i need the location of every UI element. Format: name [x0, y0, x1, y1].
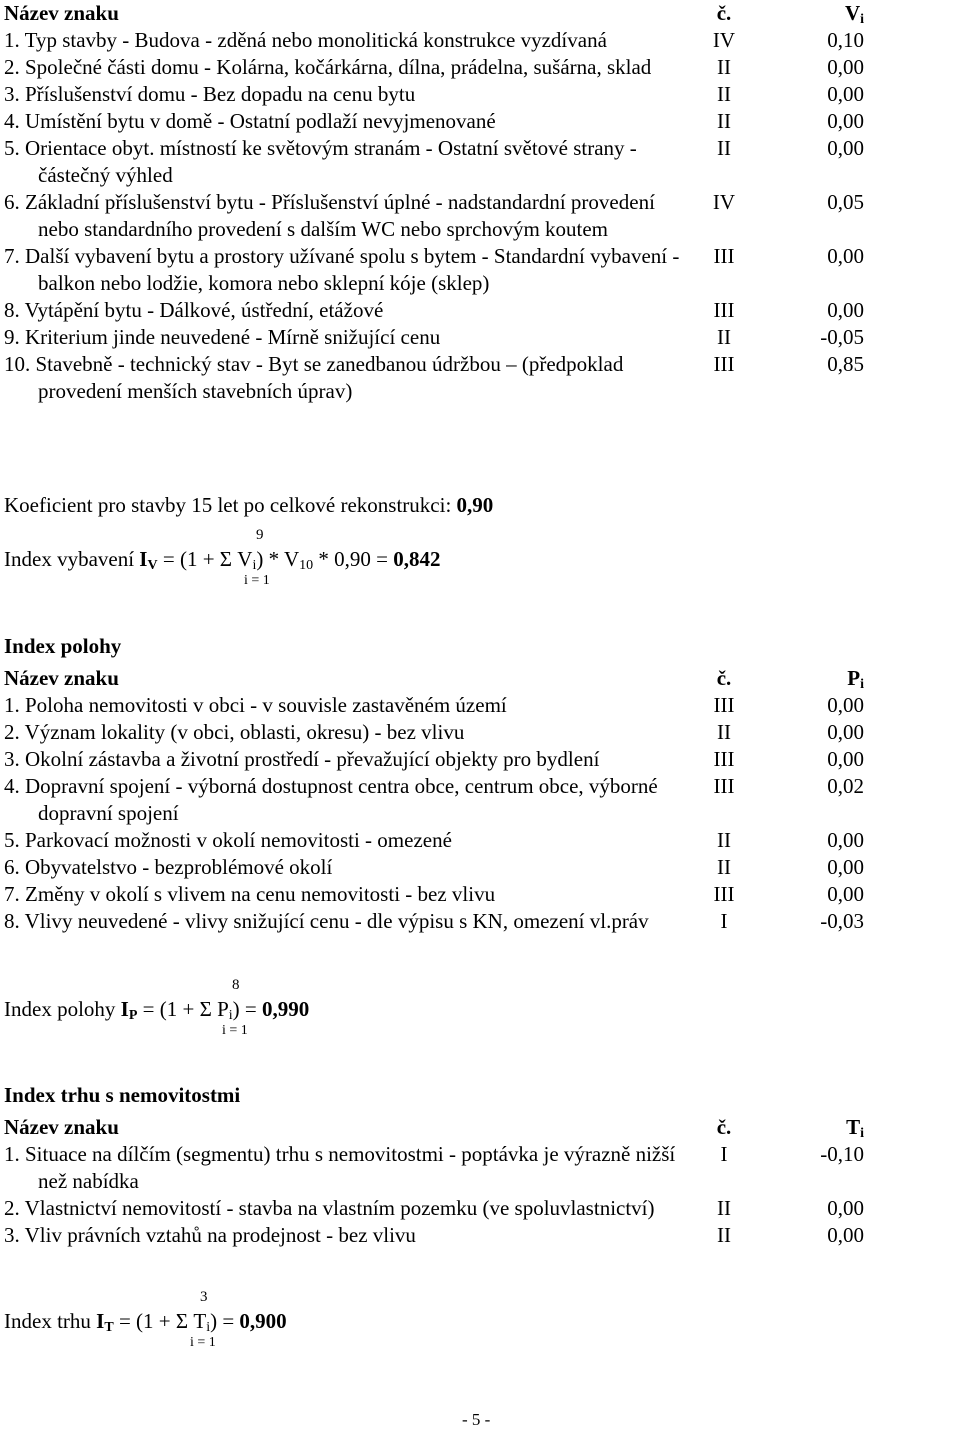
row-label: 8. Vlivy neuvedené - vlivy snižující cenu - dle výpisu s KN, omezení vl.práv: [4, 909, 649, 933]
row-value: -0,03: [820, 909, 864, 933]
row-class: II: [717, 1196, 731, 1220]
row-class: II: [717, 828, 731, 852]
row-value: 0,00: [827, 298, 864, 322]
polohy-table: [4, 665, 884, 935]
row-label: 3. Okolní zástavba a životní prostředí - převažující objekty pro bydlení: [4, 747, 600, 771]
row-value: 0,00: [827, 747, 864, 771]
section-title-polohy: Index polohy: [4, 634, 122, 658]
row-label: 8. Vytápění bytu - Dálkové, ústřední, etážové: [4, 298, 384, 322]
table-row: [4, 297, 884, 324]
table-row: [4, 189, 884, 243]
row-label: 1. Poloha nemovitosti v obci - v souvisle zastavěném území: [4, 693, 507, 717]
sigma-symbol: Σ: [199, 997, 212, 1021]
row-value: 0,00: [827, 855, 864, 879]
row-class: III: [713, 774, 735, 798]
row-class: I: [720, 909, 728, 933]
row-class: II: [717, 1223, 731, 1247]
header-name: Název znaku: [4, 1115, 119, 1139]
row-value: 0,00: [827, 55, 864, 79]
row-value: -0,05: [820, 325, 864, 349]
row-label: 7. Další vybavení bytu a prostory užívané spolu s bytem - Standardní vybavení - balkon nebo lodžie, komora nebo sklepní kóje (sklep): [4, 244, 680, 295]
row-label: 6. Základní příslušenství bytu - Příslušenství úplné - nadstandardní provedení nebo standardního provedení s dalším WC nebo sprchovým koutem: [4, 190, 655, 241]
table-row: [4, 854, 884, 881]
row-label: 10. Stavebně - technický stav - Byt se zanedbanou údržbou – (předpoklad provedení menších stavebních úprav): [4, 352, 624, 403]
table-row: [4, 135, 884, 189]
row-value: 0,85: [827, 352, 864, 376]
sigma-symbol: Σ: [175, 1309, 189, 1333]
row-class: III: [713, 244, 735, 268]
row-class: II: [717, 325, 731, 349]
header-name: Název znaku: [4, 1, 119, 25]
row-class: I: [720, 1142, 728, 1166]
row-label: 1. Typ stavby - Budova - zděná nebo monolitická konstrukce vyzdívaná: [4, 28, 607, 52]
table-row: [4, 108, 884, 135]
table-row: [4, 692, 884, 719]
table-row: [4, 773, 884, 827]
formula-vybaveni: 9 Index vybavení $I_V = (1 + \Sigma$ $V_i) * V_{10} * 0,90 = 0,842$ i = 1: [4, 527, 441, 588]
table-row: [4, 243, 884, 297]
header-num: č.: [716, 666, 732, 690]
coefficient-line: Koeficient pro stavby 15 let po celkové rekonstrukci: 0,90: [4, 493, 494, 517]
table-row: [4, 27, 884, 54]
table-row: [4, 1195, 884, 1222]
row-value: 0,00: [827, 82, 864, 106]
row-value: 0,02: [827, 774, 864, 798]
formula-polohy: 8 Index polohy $I_P = (1 + \Sigma$ $P_i) = 0,990$ i = 1: [4, 977, 310, 1038]
header-name: Název znaku: [4, 666, 119, 690]
row-label: 3. Příslušenství domu - Bez dopadu na cenu bytu: [4, 82, 416, 106]
row-class: IV: [712, 28, 736, 52]
row-class: II: [717, 55, 731, 79]
page-number: - 5 -: [462, 1410, 491, 1429]
row-value: 0,10: [827, 28, 864, 52]
row-label: 2. Společné části domu - Kolárna, kočárkárna, dílna, prádelna, sušárna, sklad: [4, 55, 652, 79]
table-row: [4, 351, 884, 405]
row-value: 0,00: [827, 244, 864, 268]
table-row: [4, 746, 884, 773]
row-value: -0,10: [820, 1142, 864, 1166]
table-row: [4, 324, 884, 351]
formula-result: 0,900: [239, 1309, 287, 1333]
row-value: 0,00: [827, 1196, 864, 1220]
table-row: [4, 827, 884, 854]
table-row: [4, 54, 884, 81]
row-value: 0,00: [827, 1223, 864, 1247]
table-row: [4, 1141, 884, 1195]
row-class: II: [717, 109, 731, 133]
row-value: 0,00: [827, 720, 864, 744]
row-value: 0,05: [827, 190, 864, 214]
row-class: II: [717, 136, 731, 160]
header-value: $V_i$: [844, 1, 864, 27]
row-label: 3. Vliv právních vztahů na prodejnost - bez vlivu: [4, 1223, 416, 1247]
row-label: 6. Obyvatelstvo - bezproblémové okolí: [4, 855, 333, 879]
header-num: č.: [716, 1115, 732, 1139]
table-header: [4, 665, 884, 692]
row-value: 0,00: [827, 828, 864, 852]
row-class: III: [713, 882, 735, 906]
row-value: 0,00: [827, 136, 864, 160]
table-row: [4, 719, 884, 746]
row-label: 4. Umístění bytu v domě - Ostatní podlaží nevyjmenované: [4, 109, 496, 133]
header-num: č.: [716, 1, 732, 25]
row-value: 0,00: [827, 693, 864, 717]
formula-trhu: 3 Index trhu $I_T = (1 + \Sigma$ $T_i) = 0,900$ i = 1: [4, 1289, 287, 1350]
row-class: III: [713, 747, 735, 771]
row-label: 9. Kriterium jinde neuvedené - Mírně snižující cenu: [4, 325, 441, 349]
header-value: $T_i$: [846, 1115, 864, 1141]
row-class: III: [713, 352, 735, 376]
row-label: 5. Orientace obyt. místností ke světovým stranám - Ostatní světové strany - částečný výhled: [4, 136, 637, 187]
row-label: 2. Vlastnictví nemovitostí - stavba na vlastním pozemku (ve spoluvlastnictví): [4, 1196, 655, 1220]
table-row: [4, 881, 884, 908]
row-label: 1. Situace na dílčím (segmentu) trhu s nemovitostmi - poptávka je výrazně nižší než nabídka: [4, 1142, 676, 1193]
row-value: 0,00: [827, 109, 864, 133]
table-row: [4, 81, 884, 108]
formula-result: 0,842: [393, 547, 441, 571]
section-title-trhu: Index trhu s nemovitostmi: [4, 1083, 241, 1107]
table-row: [4, 1222, 884, 1249]
table-header: [4, 1114, 884, 1141]
row-class: II: [717, 720, 731, 744]
row-label: 5. Parkovací možnosti v okolí nemovitosti - omezené: [4, 828, 452, 852]
formula-result: 0,990: [262, 997, 310, 1021]
table-header: [4, 0, 884, 27]
vybaveni-table: [4, 0, 884, 405]
row-class: III: [713, 298, 735, 322]
row-class: II: [717, 855, 731, 879]
row-label: 4. Dopravní spojení - výborná dostupnost centra obce, centrum obce, výborné dopravní spojení: [4, 774, 658, 825]
row-label: 7. Změny v okolí s vlivem na cenu nemovitosti - bez vlivu: [4, 882, 496, 906]
coefficient-value: 0,90: [456, 493, 494, 517]
row-class: II: [717, 82, 731, 106]
row-label: 2. Význam lokality (v obci, oblasti, okresu) - bez vlivu: [4, 720, 465, 744]
sigma-symbol: Σ: [219, 547, 233, 571]
header-value: $P_i$: [847, 666, 864, 692]
table-row: [4, 908, 884, 935]
row-class: III: [713, 693, 735, 717]
trhu-table: [4, 1114, 884, 1249]
row-value: 0,00: [827, 882, 864, 906]
row-class: IV: [712, 190, 736, 214]
